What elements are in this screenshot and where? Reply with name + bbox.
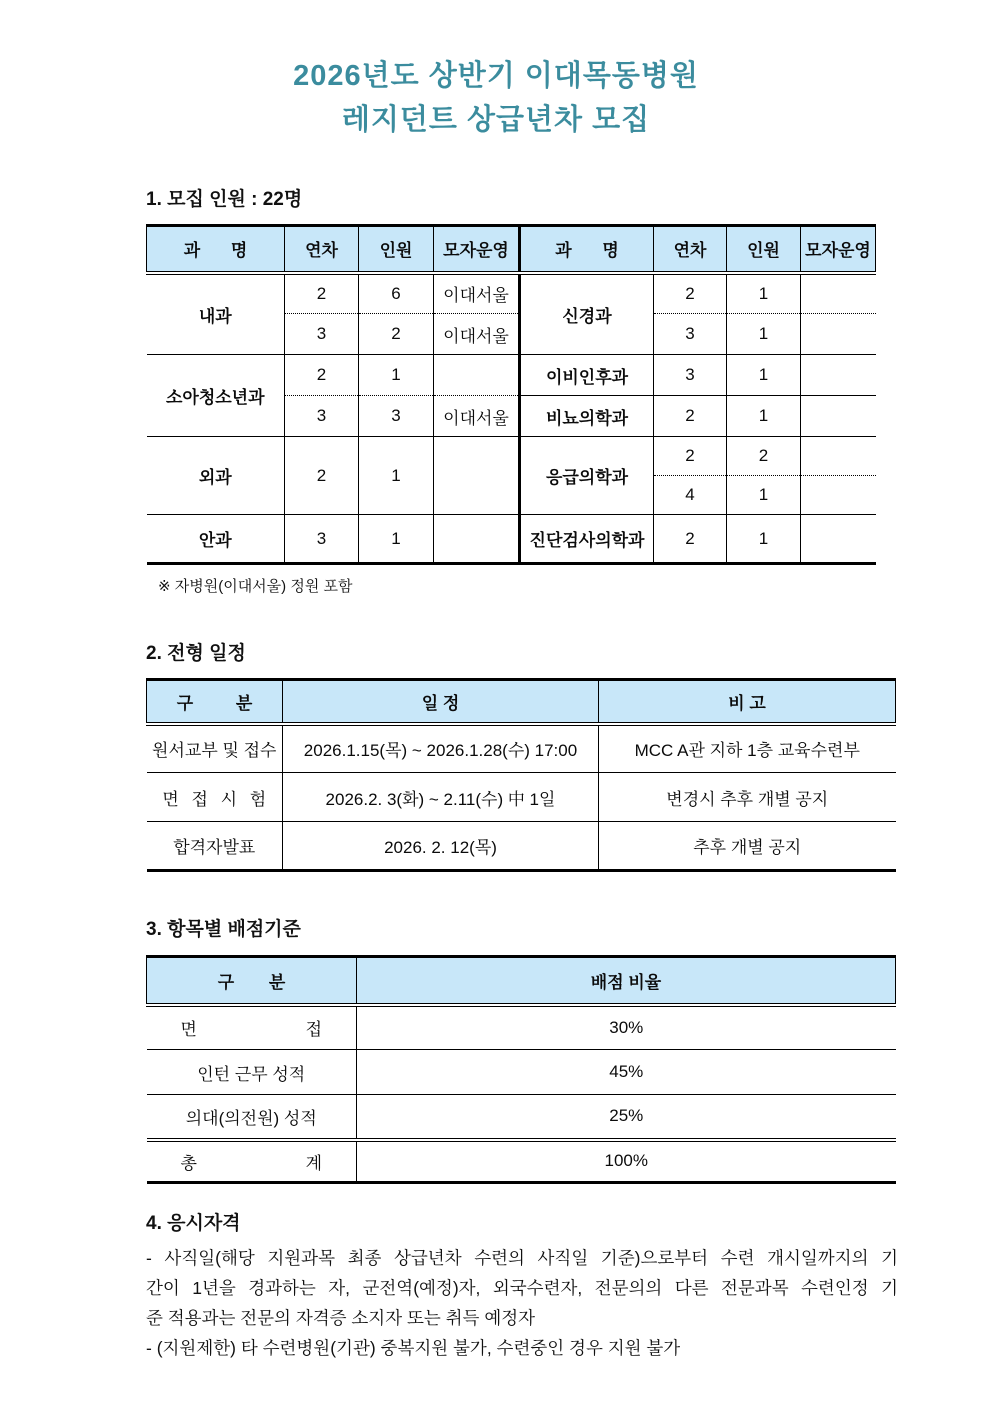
eligibility-text (146, 1243, 898, 1363)
col-header-ratio: 배점 비율 (357, 957, 896, 1005)
col-header-year-r: 연차 (654, 226, 727, 273)
dept-cell: 내과 (147, 273, 285, 355)
note-cell: MCC A관 지하 1층 교육수련부 (599, 724, 896, 773)
moja-cell (434, 437, 520, 515)
count-cell: 1 (727, 396, 801, 437)
col-header-note: 비 고 (599, 680, 896, 724)
moja-cell: 이대서울 (434, 273, 520, 314)
year-cell: 3 (654, 314, 727, 355)
recruitment-table (146, 224, 876, 565)
table-row (147, 515, 876, 564)
moja-cell (801, 515, 876, 564)
section1-heading: 1. 모집 인원 : 22명 (146, 189, 303, 210)
col-header-schedule: 일 정 (283, 680, 599, 724)
table-row (147, 1005, 896, 1050)
dept-cell: 진단검사의학과 (520, 515, 654, 564)
dept-cell: 응급의학과 (520, 437, 654, 515)
table-row (147, 1140, 896, 1183)
col-header-year-l: 연차 (285, 226, 359, 273)
doc-title (0, 0, 992, 142)
count-cell: 1 (359, 515, 434, 564)
schedule-cell: 2026.2. 3(화) ~ 2.11(수) 中 1일 (283, 773, 599, 822)
col-header-count-l: 인원 (359, 226, 434, 273)
table-row (147, 1095, 896, 1140)
content-column (146, 184, 898, 1363)
dept-cell: 비뇨의학과 (520, 396, 654, 437)
ratio-cell: 45% (357, 1050, 896, 1095)
moja-cell (801, 355, 876, 396)
item-cell: 의대(의전원) 성적 (147, 1095, 357, 1140)
count-cell: 1 (727, 273, 801, 314)
count-cell: 1 (727, 314, 801, 355)
moja-cell (434, 515, 520, 564)
note-cell: 추후 개별 공지 (599, 822, 896, 871)
year-cell: 4 (654, 476, 727, 515)
table-row (147, 773, 896, 822)
count-cell: 2 (727, 437, 801, 476)
dept-cell: 안과 (198, 531, 232, 550)
count-cell: 1 (727, 515, 801, 564)
moja-cell (801, 437, 876, 476)
recruit-header-row (147, 226, 876, 273)
eligibility-line: - (지원제한) 타 수련병원(기관) 중복지원 불가, 수련중인 경우 지원 불가 (146, 1338, 681, 1358)
section2-heading: 2. 전형 일정 (146, 643, 246, 664)
table-row (147, 355, 876, 396)
table-row (147, 273, 876, 314)
year-cell: 2 (285, 355, 359, 396)
count-cell: 1 (727, 355, 801, 396)
count-cell: 6 (359, 273, 434, 314)
category-cell: 면 접 시 험 (147, 773, 283, 822)
table-row (147, 1050, 896, 1095)
table-row (147, 724, 896, 773)
item-cell: 인턴 근무 성적 (147, 1050, 357, 1095)
eligibility-line: - 사직일(해당 지원과목 최종 상급년차 수련의 사직일 기준)으로부터 수련 개시일까지의 기 (146, 1248, 898, 1268)
count-cell: 1 (359, 355, 434, 396)
year-cell: 2 (285, 437, 359, 515)
section3-heading: 3. 항목별 배점기준 (146, 919, 301, 940)
dept-cell: 소아청소년과 (147, 355, 285, 437)
scoring-table (146, 955, 896, 1184)
year-cell: 2 (654, 437, 727, 476)
category-cell: 원서교부 및 접수 (147, 724, 283, 773)
ratio-cell: 30% (357, 1005, 896, 1050)
table-row (147, 822, 896, 871)
col-header-moja-r: 모자운영 (801, 226, 876, 273)
eligibility-line: 준 적용과는 전문의 자격증 소지자 또는 취득 예정자 (146, 1308, 536, 1328)
year-cell: 2 (654, 396, 727, 437)
col-header-count-r: 인원 (727, 226, 801, 273)
moja-cell (801, 396, 876, 437)
dept-cell: 이비인후과 (520, 355, 654, 396)
doc-title-line-2: 레지던트 상급년차 모집 (341, 104, 651, 136)
moja-cell: 이대서울 (434, 396, 520, 437)
year-cell: 3 (285, 396, 359, 437)
col-header-moja-l: 모자운영 (434, 226, 520, 273)
ratio-cell: 25% (357, 1095, 896, 1140)
moja-cell (434, 355, 520, 396)
schedule-cell: 2026.1.15(목) ~ 2026.1.28(수) 17:00 (283, 724, 599, 773)
doc-title-line-1: 2026년도 상반기 이대목동병원 (293, 60, 699, 92)
schedule-table (146, 678, 896, 872)
eligibility-line: 간이 1년을 경과하는 자, 군전역(예정)자, 외국수련자, 전문의의 다른 전문과목 수련인정 기 (146, 1278, 898, 1298)
col-header-category: 구 분 (147, 680, 283, 724)
count-cell: 1 (727, 476, 801, 515)
schedule-header-row (147, 680, 896, 724)
section4-heading: 4. 응시자격 (146, 1213, 241, 1234)
count-cell: 3 (359, 396, 434, 437)
count-cell: 1 (359, 437, 434, 515)
ratio-cell: 100% (357, 1140, 896, 1183)
dept-cell: 신경과 (520, 273, 654, 355)
schedule-cell: 2026. 2. 12(목) (283, 822, 599, 871)
moja-cell: 이대서울 (434, 314, 520, 355)
moja-cell (801, 273, 876, 314)
year-cell: 2 (654, 273, 727, 314)
col-header-dept-l: 과 명 (147, 226, 285, 273)
moja-cell (801, 314, 876, 355)
col-header-dept-r: 과 명 (520, 226, 654, 273)
item-cell: 총 계 (180, 1153, 323, 1173)
moja-cell (801, 476, 876, 515)
count-cell: 2 (359, 314, 434, 355)
footnote: ※ 자병원(이대서울) 정원 포함 (158, 578, 353, 595)
dept-cell: 외과 (147, 437, 285, 515)
year-cell: 3 (654, 355, 727, 396)
col-header-item: 구 분 (147, 957, 357, 1005)
scoring-header-row (147, 957, 896, 1005)
year-cell: 2 (654, 515, 727, 564)
category-cell: 합격자발표 (173, 838, 256, 857)
note-cell: 변경시 추후 개별 공지 (599, 773, 896, 822)
year-cell: 3 (285, 314, 359, 355)
table-row (147, 437, 876, 476)
year-cell: 2 (285, 273, 359, 314)
item-cell: 면 접 (147, 1005, 357, 1050)
year-cell: 3 (285, 515, 359, 564)
